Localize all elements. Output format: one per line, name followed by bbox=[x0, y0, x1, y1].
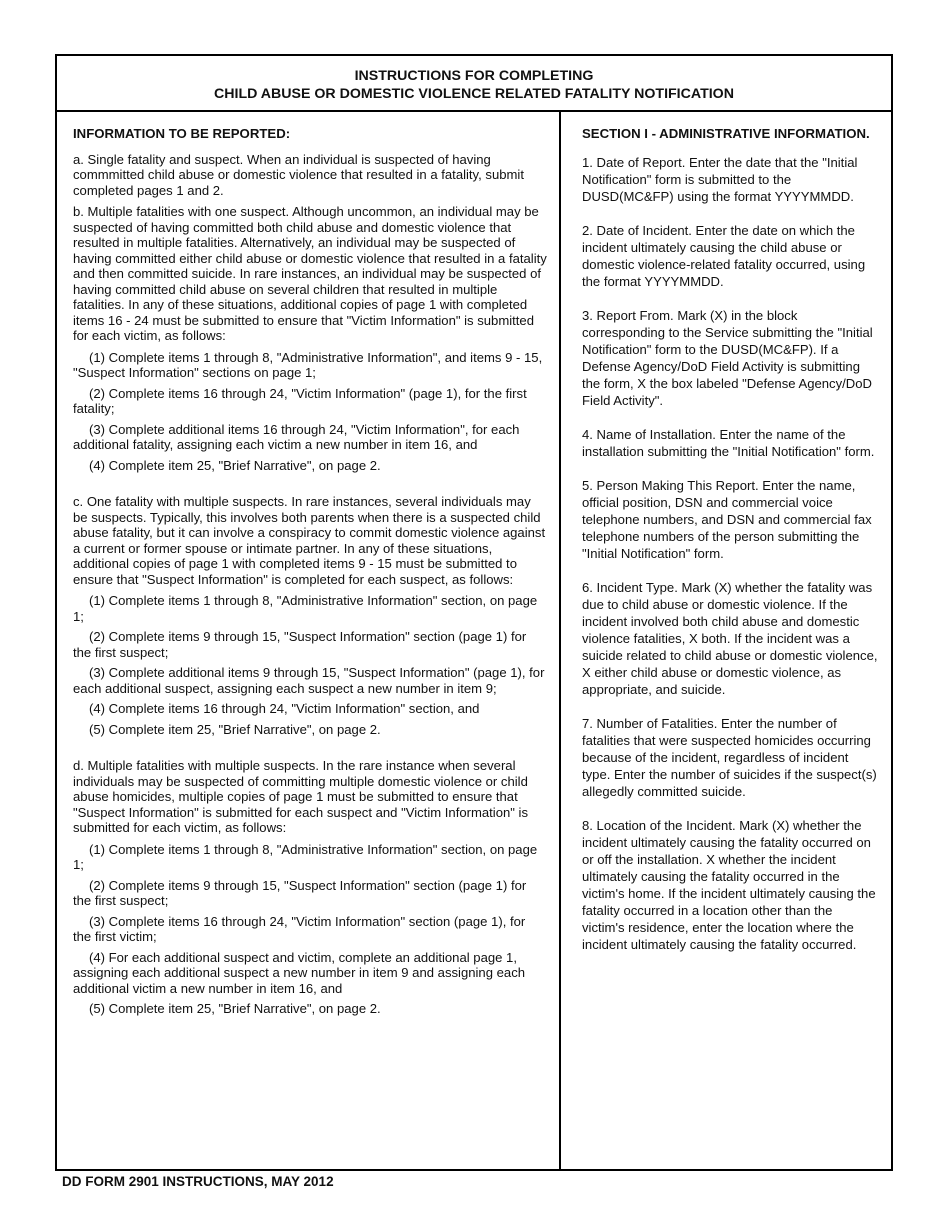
instruction-item-4: 4. Name of Installation. Enter the name of the installation submitting the "Initial Notification" form. bbox=[582, 427, 875, 459]
instruction-item-2: 2. Date of Incident. Enter the date on which the incident ultimately causing the child abuse or domestic violence-related fatality occurred, using the format YYYYMMDD. bbox=[582, 223, 866, 289]
instruction-item-1: 1. Date of Report. Enter the date that the "Initial Notification" form is submitted to the DUSD(MC&FP) using the format YYYYMMDD. bbox=[582, 155, 858, 204]
paragraph-c-item-1: (1) Complete items 1 through 8, "Administrative Information" section, on page 1; bbox=[73, 593, 538, 624]
form-footer: DD FORM 2901 INSTRUCTIONS, MAY 2012 bbox=[62, 1174, 334, 1189]
paragraph-d-item-4: (4) For each additional suspect and victim, complete an additional page 1, assigning each additional suspect a new number in item 9 and assigning each additional victim a new number in item 16, and bbox=[73, 949, 526, 996]
right-section-title: SECTION I - ADMINISTRATIVE INFORMATION. bbox=[582, 126, 870, 141]
paragraph-c: c. One fatality with multiple suspects. In rare instances, several individuals may be suspects. Typically, this involves both parents when there is a suspected child abuse fatality, but it can involve a conspiracy to commit domestic violence against a current or former spouse or intimate partner. In any of these situations, additional copies of page 1 with completed items 9 - 15 must be submitted to ensure that "Suspect Information" is completed for each suspect, as follows: bbox=[73, 494, 546, 587]
left-section-title: INFORMATION TO BE REPORTED: bbox=[73, 126, 291, 141]
paragraph-b-item-3: (3) Complete additional items 16 through 24, "Victim Information", for each additional fatality, assigning each victim a new number in item 16, and bbox=[73, 421, 520, 452]
header-title-line1: INSTRUCTIONS FOR COMPLETING bbox=[354, 68, 594, 84]
right-column bbox=[582, 126, 878, 970]
header-title-line2: CHILD ABUSE OR DOMESTIC VIOLENCE RELATED FATALITY NOTIFICATION bbox=[214, 86, 734, 102]
paragraph-c-item-4: (4) Complete items 16 through 24, "Victim Information" section, and bbox=[89, 701, 480, 716]
instruction-item-7: 7. Number of Fatalities. Enter the number of fatalities that were suspected homicides occurring because of the incident, regardless of incident type. Enter the number of suicides if the suspect(s) allegedly committed suicide. bbox=[582, 716, 877, 799]
paragraph-d: d. Multiple fatalities with multiple suspects. In the rare instance when several individuals may be suspected of committing multiple domestic violence or child abuse homicides, multiple copies of page 1 must be submitted to ensure that "Suspect Information" is submitted for each suspect and "Victim Information" is submitted for each victim, as follows: bbox=[73, 758, 529, 835]
paragraph-b-item-4: (4) Complete item 25, "Brief Narrative", on page 2. bbox=[89, 457, 381, 473]
form-frame bbox=[55, 54, 893, 1171]
instruction-item-5: 5. Person Making This Report. Enter the name, official position, DSN and commercial voice telephone numbers, and DSN and commercial fax telephone numbers of the person submitting the "Initial Notification" form. bbox=[582, 478, 872, 561]
paragraph-b-item-2: (2) Complete items 16 through 24, "Victim Information" (page 1), for the first fatality; bbox=[73, 385, 527, 416]
paragraph-d-item-3: (3) Complete items 16 through 24, "Victim Information" section (page 1), for the first victim; bbox=[73, 913, 526, 944]
left-column bbox=[73, 126, 547, 1022]
paragraph-a: a. Single fatality and suspect. When an individual is suspected of having commmitted child abuse or domestic violence that resulted in a fatality, submit completed pages 1 and 2. bbox=[73, 151, 524, 198]
form-header bbox=[57, 56, 891, 112]
paragraph-b: b. Multiple fatalities with one suspect. Although uncommon, an individual may be suspected of having committed both child abuse and domestic violence that resulted in multiple fatalities. Alternatively, an individual may be suspected of having committed either child abuse or domestic violence that resulted in a fatality and then committed suicide. In rare instances, an individual may be suspected of having committed child abuse on several children that resulted in multiple fatalities. In any of these situations, additional copies of page 1 with completed items 16 - 24 must be submitted to ensure that "Victim Information" is submitted for each victim, as follows: bbox=[73, 204, 547, 343]
instruction-item-6: 6. Incident Type. Mark (X) whether the fatality was due to child abuse or domestic violence. If the incident involved both child abuse and domestic violence fatalities, X both. If the incident was a suicide related to child abuse or domestic violence, X either child abuse or domestic violence, as appropriate, and suicide. bbox=[582, 580, 878, 697]
instruction-item-3: 3. Report From. Mark (X) in the block corresponding to the Service submitting the "Initial Notification" form to the DUSD(MC&FP). If a Defense Agency/DoD Field Activity is submitting the form, X the box labeled "Defense Agency/DoD Field Activity". bbox=[582, 308, 873, 408]
paragraph-c-item-5: (5) Complete item 25, "Brief Narrative", on page 2. bbox=[89, 721, 381, 737]
paragraph-c-item-2: (2) Complete items 9 through 15, "Suspect Information" section (page 1) for the first suspect; bbox=[73, 629, 527, 660]
paragraph-d-item-1: (1) Complete items 1 through 8, "Administrative Information" section, on page 1; bbox=[73, 841, 538, 872]
column-divider bbox=[559, 112, 561, 1169]
paragraph-d-item-2: (2) Complete items 9 through 15, "Suspect Information" section (page 1) for the first suspect; bbox=[73, 877, 527, 908]
paragraph-b-item-1: (1) Complete items 1 through 8, "Administrative Information", and items 9 - 15, "Suspect Information" sections on page 1; bbox=[73, 349, 543, 380]
paragraph-d-item-5: (5) Complete item 25, "Brief Narrative", on page 2. bbox=[89, 1001, 381, 1016]
paragraph-c-item-3: (3) Complete additional items 9 through 15, "Suspect Information" (page 1), for each additional suspect, assigning each suspect a new number in item 9; bbox=[73, 665, 545, 696]
instruction-item-8: 8. Location of the Incident. Mark (X) whether the incident ultimately causing the fatality occurred on or off the installation. X whether the incident ultimately causing the fatality occurred in the victim's home. If the incident ultimately causing the fatality occurred in a location other than the victim's residence, enter the location where the incident ultimately causing the fatality occurred. bbox=[582, 818, 876, 952]
